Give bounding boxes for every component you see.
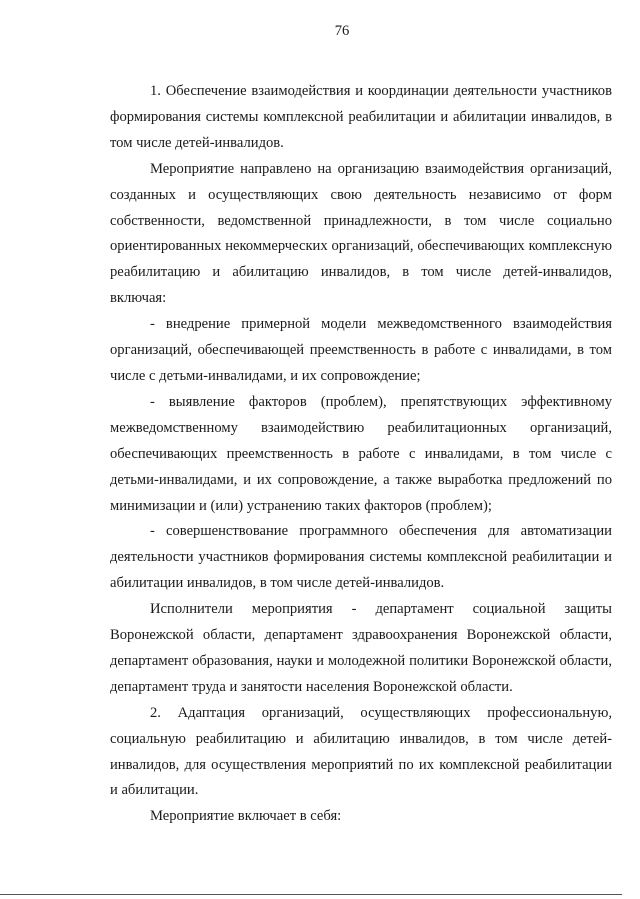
paragraph-section-1-heading: 1. Обеспечение взаимодействия и координации деятельности участников формирования системы комплексной реабилитации и абилитации инвалидов, в том числе детей-инвалидов. [110,83,612,151]
list-item-factor-identification: - выявление факторов (проблем), препятствующих эффективному межведомственному взаимодействию реабилитационных организаций, обеспечивающих преемственность в работе с инвалидами, в том числе с детьми-инвалидами, и их сопровождение, а также выработка предложений по минимизации и (или) устранению таких факторов (проблем); [110,393,612,514]
document-body [110,79,612,830]
paragraph-section-2-heading: 2. Адаптация организаций, осуществляющих профессиональную, социальную реабилитацию и абилитацию инвалидов, в том числе детей-инвалидов, для осуществления мероприятий по их комплексной реабилитации и абилитации. [110,704,612,799]
list-item-software-improvement: - совершенствование программного обеспечения для автоматизации деятельности участников формирования системы комплексной реабилитации и абилитации инвалидов, в том числе детей-инвалидов. [110,523,612,592]
paragraph-executors: Исполнители мероприятия - департамент социальной защиты Воронежской области, департамент здравоохранения Воронежской области, департамент образования, науки и молодежной политики Воронежской области, департамент труда и занятости населения Воронежской области. [110,601,612,695]
list-item-model-implementation: - внедрение примерной модели межведомственного взаимодействия организаций, обеспечивающей преемственность в работе с инвалидами, в том числе с детьми-инвалидами, и их сопровождение; [110,316,612,384]
paragraph-measure-includes: Мероприятие включает в себя: [150,808,342,825]
bottom-divider [0,894,622,895]
paragraph-measure-description: Мероприятие направлено на организацию взаимодействия организаций, созданных и осуществляющих свою деятельность независимо от форм собственности, ведомственной принадлежности, в том числе социально ориентированных некоммерческих организаций, обеспечивающих комплексную реабилитацию и абилитацию инвалидов, в том числе детей-инвалидов, включая: [110,160,612,307]
page-number: 76 [334,23,350,39]
